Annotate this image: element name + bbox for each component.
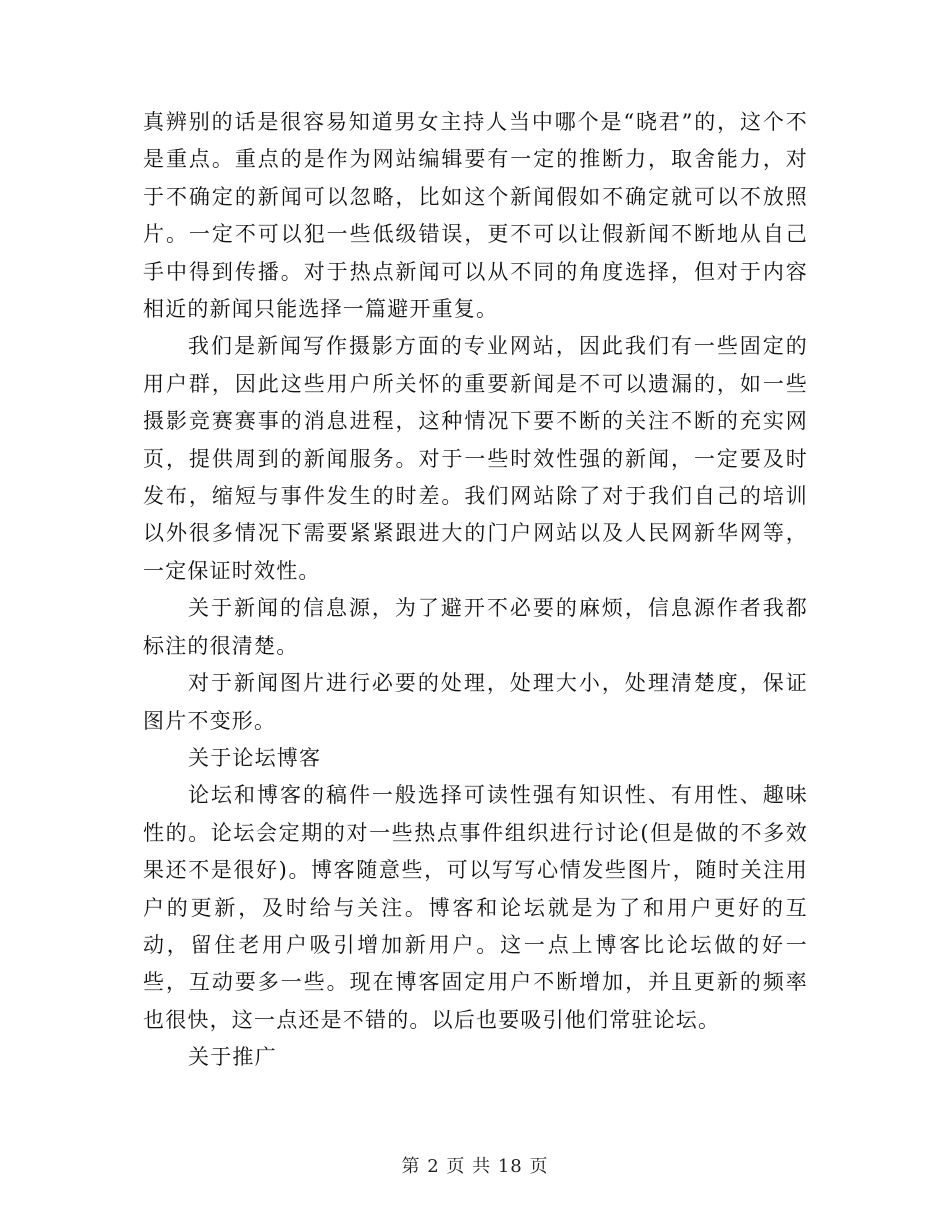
page-footer: 第 2 页 共 18 页 xyxy=(401,1156,549,1177)
paragraph-professional-site: 我们是新闻写作摄影方面的专业网站，因此我们有一些固定的用户群，因此这些用户所关怀的重要新闻是不可以遗漏的，如一些摄影竞赛赛事的消息进程，这种情况下要不断的关注不断的充实网页，提供周到的新闻服务。对于一些时效性强的新闻，一定要及时发布，缩短与事件发生的时差。我们网站除了对于我们自己的培训以外很多情况下需要紧紧跟进大的门户网站以及人民网新华网等，一定保证时效性。 xyxy=(143,334,808,583)
paragraph-image-processing: 对于新闻图片进行必要的处理，处理大小，处理清楚度，保证图片不变形。 xyxy=(143,671,808,733)
paragraph-forum-blog: 论坛和博客的稿件一般选择可读性强有知识性、有用性、趣味性的。论坛会定期的对一些热点事件组织进行讨论(但是做的不多效果还不是很好)。博客随意些，可以写写心情发些图片，随时关注用户的更新，及时给与关注。博客和论坛就是为了和用户更好的互动，留住老用户吸引增加新用户。这一点上博客比论坛做的好一些，互动要多一些。现在博客固定用户不断增加，并且更新的频率也很快，这一点还是不错的。以后也要吸引他们常驻论坛。 xyxy=(143,783,808,1032)
paragraph-continuation: 真辨别的话是很容易知道男女主持人当中哪个是“晓君”的，这个不是重点。重点的是作为网站编辑要有一定的推断力，取舍能力，对于不确定的新闻可以忽略，比如这个新闻假如不确定就可以不放照片。一定不可以犯一些低级错误，更不可以让假新闻不断地从自己手中得到传播。对于热点新闻可以从不同的角度选择，但对于内容相近的新闻只能选择一篇避开重复。 xyxy=(143,110,808,322)
section-heading-promotion: 关于推广 xyxy=(188,1045,277,1070)
paragraph-info-source: 关于新闻的信息源，为了避开不必要的麻烦，信息源作者我都标注的很清楚。 xyxy=(143,596,808,658)
document-body xyxy=(143,104,808,1077)
section-heading-forum-blog: 关于论坛博客 xyxy=(188,745,322,770)
